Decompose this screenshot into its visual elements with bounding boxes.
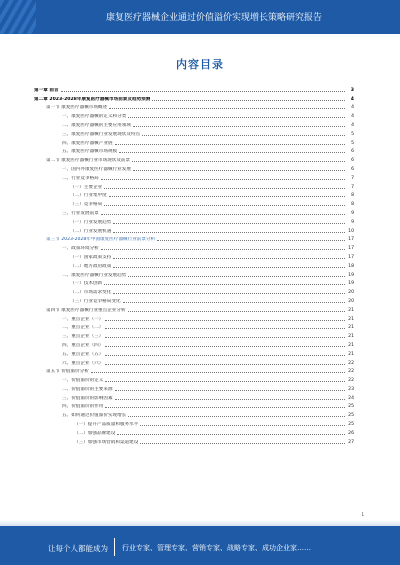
toc-leader-dots bbox=[113, 293, 345, 294]
toc-entry-page: 10 bbox=[348, 228, 354, 234]
toc-entry[interactable] bbox=[34, 84, 354, 93]
toc-entry[interactable] bbox=[34, 339, 354, 348]
toc-entry-label: 一、政策环境分析 bbox=[62, 246, 99, 252]
toc-leader-dots bbox=[105, 320, 345, 321]
toc-entry-page: 21 bbox=[348, 334, 354, 340]
toc-entry[interactable] bbox=[34, 357, 354, 366]
toc-entry-page: 7 bbox=[351, 184, 354, 190]
toc-entry-label: 第一章 前言 bbox=[34, 87, 59, 93]
toc-entry[interactable] bbox=[34, 181, 354, 190]
toc-entry-page: 8 bbox=[351, 193, 354, 199]
toc-leader-dots bbox=[128, 311, 345, 312]
toc-entry-label: （一）提升产品质量和服务水平 bbox=[74, 422, 139, 428]
toc-entry-page: 25 bbox=[348, 422, 354, 428]
toc-entry-page: 19 bbox=[348, 272, 354, 278]
toc-entry-page: 9 bbox=[351, 210, 354, 216]
toc-entry[interactable] bbox=[34, 383, 354, 392]
toc-leader-dots bbox=[105, 328, 345, 329]
toc-leader-dots bbox=[101, 249, 345, 250]
toc-entry-label: 五、如何通过价值溢价实现增长 bbox=[62, 413, 127, 419]
toc-entry[interactable] bbox=[34, 137, 354, 146]
toc-entry-label: 第四节 康复医疗器械行业重点企业分析 bbox=[46, 307, 126, 313]
toc-entry-label: 三、行业发展前景 bbox=[62, 210, 99, 216]
toc-entry-label: 一、重点企业（一） bbox=[62, 316, 104, 322]
toc-leader-dots bbox=[113, 232, 345, 233]
toc-entry-page: 27 bbox=[348, 439, 354, 445]
toc-entry-page: 20 bbox=[348, 298, 354, 304]
toc-leader-dots bbox=[128, 117, 345, 118]
toc-leader-dots bbox=[115, 144, 345, 145]
toc-entry-page: 21 bbox=[348, 325, 354, 331]
toc-entry-page: 4 bbox=[351, 105, 354, 111]
toc-leader-dots bbox=[133, 170, 345, 171]
toc-entry-page: 17 bbox=[348, 237, 354, 243]
toc-entry[interactable] bbox=[34, 269, 354, 278]
toc-entry-page: 6 bbox=[351, 149, 354, 155]
toc-leader-dots bbox=[104, 284, 345, 285]
toc-entry-page: 6 bbox=[351, 166, 354, 172]
toc-entry[interactable] bbox=[34, 102, 354, 111]
toc-entry-label: （三）加强市场营销和渠道建设 bbox=[74, 439, 139, 445]
toc-entry[interactable] bbox=[34, 190, 354, 199]
toc-entry-page: 18 bbox=[348, 263, 354, 269]
toc-entry[interactable] bbox=[34, 154, 354, 163]
footer-divider bbox=[114, 538, 115, 556]
toc-entry[interactable] bbox=[34, 348, 354, 357]
toc-entry-page: 23 bbox=[348, 386, 354, 392]
toc-entry-label: 二、康复医疗器械的主要应用领域 bbox=[62, 122, 131, 128]
toc-entry[interactable] bbox=[34, 119, 354, 128]
toc-entry-page: 7 bbox=[351, 175, 354, 181]
page-number: 1 bbox=[361, 512, 364, 517]
toc-entry-label: 第二章 2023-2028年康复医疗器械市场前景及趋势预测 bbox=[34, 96, 151, 102]
toc-entry-page: 22 bbox=[348, 369, 354, 375]
toc-entry[interactable] bbox=[34, 330, 354, 339]
toc-title: 内容目录 bbox=[176, 58, 224, 71]
toc-entry-label: 二、价值溢价的主要来源 bbox=[62, 386, 113, 392]
toc-entry-page: 4 bbox=[351, 122, 354, 128]
toc-entry[interactable] bbox=[34, 234, 354, 243]
toc-entry-label: 四、康复医疗器械产业链 bbox=[62, 140, 113, 146]
toc-leader-dots bbox=[105, 346, 345, 347]
toc-leader-dots bbox=[109, 108, 345, 109]
toc-entry-page: 17 bbox=[348, 246, 354, 252]
toc-entry[interactable] bbox=[34, 374, 354, 383]
toc-entry-label: 三、康复医疗器械行业发展现状及特点 bbox=[62, 131, 141, 137]
toc-entry-label: 第二节 康复医疗器械行业市场现状及前景 bbox=[46, 158, 131, 164]
footer-wave-decoration bbox=[0, 520, 400, 528]
toc-entry[interactable] bbox=[34, 436, 354, 445]
toc-leader-dots bbox=[117, 434, 345, 435]
toc-leader-dots bbox=[140, 425, 345, 426]
toc-entry-page: 26 bbox=[348, 430, 354, 436]
toc-leader-dots bbox=[109, 196, 345, 197]
toc-leader-dots bbox=[119, 152, 345, 153]
toc-entry[interactable] bbox=[34, 427, 354, 436]
toc-leader-dots bbox=[113, 223, 345, 224]
toc-entry-page: 20 bbox=[348, 290, 354, 296]
toc-leader-dots bbox=[104, 188, 345, 189]
toc-entry-page: 21 bbox=[348, 316, 354, 322]
toc-entry-page: 25 bbox=[348, 413, 354, 419]
toc-entry[interactable] bbox=[34, 242, 354, 251]
toc-leader-dots bbox=[105, 355, 345, 356]
toc-leader-dots bbox=[113, 258, 345, 259]
toc-entry-label: （二）市场需求变化 bbox=[70, 290, 112, 296]
toc-entry-label: 第五节 价值溢价分析 bbox=[46, 369, 89, 375]
toc-entry-label: （二）加强品牌建设 bbox=[74, 430, 116, 436]
toc-entry[interactable] bbox=[34, 304, 354, 313]
toc-entry-page: 22 bbox=[348, 360, 354, 366]
toc-leader-dots bbox=[101, 214, 345, 215]
toc-entry[interactable] bbox=[34, 366, 354, 375]
footer-roles: 行业专家、管理专家、营销专家、战略专家、成功企业家…… bbox=[122, 544, 311, 552]
toc-entry-page: 9 bbox=[351, 219, 354, 225]
toc-entry-label: 六、重点企业（六） bbox=[62, 360, 104, 366]
toc-entry-label: 三、价值溢价的影响因素 bbox=[62, 395, 113, 401]
toc-leader-dots bbox=[140, 443, 345, 444]
toc-entry-page: 25 bbox=[348, 404, 354, 410]
toc-entry-label: （三）行业竞争格局变化 bbox=[70, 298, 121, 304]
toc-entry[interactable] bbox=[34, 313, 354, 322]
toc-entry-label: 二、重点企业（二） bbox=[62, 325, 104, 331]
toc-entry-page: 3 bbox=[350, 87, 354, 93]
toc-entry[interactable] bbox=[34, 401, 354, 410]
toc-entry[interactable] bbox=[34, 225, 354, 234]
toc-entry[interactable] bbox=[34, 322, 354, 331]
toc-entry-label: 四、重点企业（四） bbox=[62, 342, 104, 348]
toc-leader-dots bbox=[105, 407, 345, 408]
toc-entry-page: 4 bbox=[350, 96, 354, 102]
toc-entry[interactable] bbox=[34, 172, 354, 181]
toc-entry-page: 21 bbox=[348, 307, 354, 313]
toc-entry[interactable] bbox=[34, 93, 354, 102]
toc-leader-dots bbox=[91, 372, 345, 373]
toc-entry[interactable] bbox=[34, 163, 354, 172]
toc-entry-label: 四、价值溢价的作用 bbox=[62, 404, 104, 410]
toc-entry-page: 22 bbox=[348, 378, 354, 384]
toc-leader-dots bbox=[152, 100, 345, 101]
toc-leader-dots bbox=[133, 126, 345, 127]
toc-entry-label: 第一节 康复医疗器械市场概述 bbox=[46, 105, 108, 111]
toc-entry-label: 五、康复医疗器械市场规模 bbox=[62, 149, 118, 155]
toc-entry[interactable] bbox=[34, 128, 354, 137]
toc-entry[interactable] bbox=[34, 409, 354, 418]
toc-entry[interactable] bbox=[34, 392, 354, 401]
toc-entry-page: 21 bbox=[348, 342, 354, 348]
toc-entry-page: 24 bbox=[348, 395, 354, 401]
toc-entry-label: （一）行业发展趋势 bbox=[70, 219, 112, 225]
toc-entry[interactable] bbox=[34, 251, 354, 260]
toc-leader-dots bbox=[132, 161, 345, 162]
report-footer bbox=[0, 526, 400, 565]
toc-entry-label: 三、重点企业（三） bbox=[62, 334, 104, 340]
toc-entry-label: 一、康复医疗器械的定义和分类 bbox=[62, 114, 127, 120]
toc-entry-page: 4 bbox=[351, 114, 354, 120]
toc-entry[interactable] bbox=[34, 260, 354, 269]
toc-entry-label: （二）行业集中度 bbox=[70, 193, 107, 199]
toc-entry-page: 5 bbox=[351, 131, 354, 137]
toc-leader-dots bbox=[105, 364, 345, 365]
toc-leader-dots bbox=[101, 179, 345, 180]
toc-entry[interactable] bbox=[34, 146, 354, 155]
toc-entry[interactable] bbox=[34, 216, 354, 225]
toc-entry[interactable] bbox=[34, 110, 354, 119]
toc-entry-label: （三）竞争格局 bbox=[70, 202, 103, 208]
toc-entry-label: （二）地方政府政策 bbox=[70, 263, 112, 269]
report-header bbox=[0, 0, 400, 34]
toc-entry-page: 5 bbox=[351, 140, 354, 146]
toc-entry-page: 8 bbox=[351, 202, 354, 208]
toc-leader-dots bbox=[113, 267, 345, 268]
toc-entry-page: 6 bbox=[351, 158, 354, 164]
toc-entry-label: （一）技术创新 bbox=[70, 281, 103, 287]
toc-leader-dots bbox=[104, 205, 345, 206]
toc-entry-page: 17 bbox=[348, 254, 354, 260]
toc-entry[interactable] bbox=[34, 295, 354, 304]
toc-entry-label: 一、价值溢价的定义 bbox=[62, 378, 104, 384]
toc-leader-dots bbox=[61, 91, 345, 92]
toc-entry-page: 19 bbox=[348, 281, 354, 287]
toc-leader-dots bbox=[115, 399, 345, 400]
toc-leader-dots bbox=[142, 135, 345, 136]
report-title: 康复医疗器械企业通过价值溢价实现增长策略研究报告 bbox=[105, 13, 322, 23]
toc-entry[interactable] bbox=[34, 286, 354, 295]
toc-entry-label: 五、重点企业（五） bbox=[62, 351, 104, 357]
toc-entry-label: 一、国内外康复医疗器械行业发展 bbox=[62, 166, 131, 172]
toc-entry-label: （一）国家政策支持 bbox=[70, 254, 112, 260]
footer-slogan: 让每个人都能成为 bbox=[48, 544, 108, 553]
toc-entry[interactable] bbox=[34, 278, 354, 287]
toc-entry[interactable] bbox=[34, 418, 354, 427]
toc-leader-dots bbox=[115, 390, 345, 391]
toc-entry-label: （二）行业发展机遇 bbox=[70, 228, 112, 234]
header-stripe-decoration bbox=[0, 0, 36, 34]
toc-leader-dots bbox=[128, 276, 345, 277]
toc-leader-dots bbox=[105, 381, 345, 382]
table-of-contents bbox=[34, 84, 354, 445]
toc-entry[interactable] bbox=[34, 198, 354, 207]
toc-entry-page: 21 bbox=[348, 351, 354, 357]
toc-leader-dots bbox=[105, 337, 345, 338]
toc-entry-label: 二、行业竞争格局 bbox=[62, 175, 99, 181]
toc-entry-label: 第三节 2023-2028年中国康复医疗器械行业前景分析 bbox=[46, 237, 156, 243]
toc-entry-label: 二、康复医疗器械行业发展趋势 bbox=[62, 272, 127, 278]
toc-entry-label: （一）主要企业 bbox=[70, 184, 103, 190]
toc-leader-dots bbox=[123, 302, 345, 303]
toc-leader-dots bbox=[128, 416, 345, 417]
toc-entry[interactable] bbox=[34, 207, 354, 216]
toc-leader-dots bbox=[157, 240, 345, 241]
